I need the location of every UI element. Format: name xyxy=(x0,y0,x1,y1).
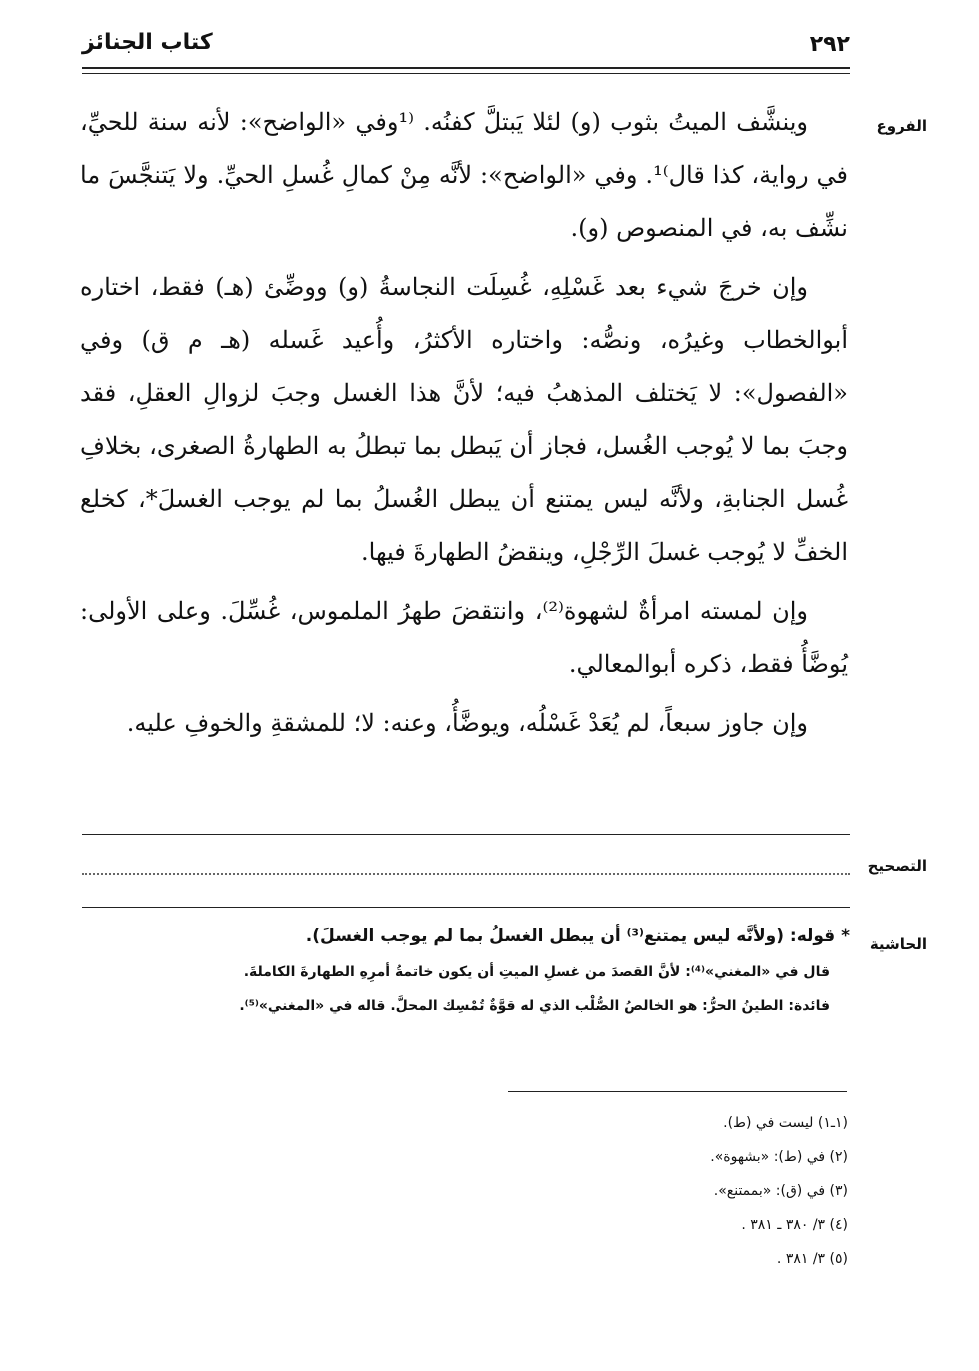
main-text xyxy=(80,96,848,756)
running-title: كتاب الجنائز xyxy=(82,30,213,55)
page-number: ٢٩٢ xyxy=(809,32,850,57)
footnote: (٤) ٣/ ٣٨٠ ـ ٣٨١ . xyxy=(741,1217,848,1233)
paragraph: وإن لمسته امرأةٌ لشهوة⁽²⁾، وانتقضَ طهرُ الملموس، غُسِّلَ. وعلى الأولى: يُوضَّأُ فقط، ذكره أبوالمعالي. xyxy=(80,597,848,678)
tashih-dotted-line xyxy=(82,873,850,875)
hashiya-section xyxy=(82,926,850,1032)
hashiya-quote: * قوله: (ولأنَّه ليس يمتنع⁽³⁾ أن يبطل الغسلُ بما لم يوجب الغسلَ). xyxy=(305,926,850,946)
paragraph: وإن خرجَ شيء بعد غَسْلِهِ، غُسِلَت النجاسةُ (و) ووضِّئ (هـ) فقط، اختاره أبوالخطاب وغيرُه، ونصُّه: واختاره الأكثرُ، وأُعيد غَسله (هـ م ق) وفي «الفصول»: لا يَختلف المذهبُ فيه؛ لأنَّ هذا الغسل وجبَ لزوالِ العقلِ، فقد وجبَ بما لا يُوجب الغُسل، فجاز أن يَبطل بما تبطلُ به الطهارةُ الصغرى، بخلافِ غُسل الجنابةِ، ولأنَّه ليس يمتنع أن يبطل الغُسلُ بما لم يوجب الغسلَ*، كخلع الخفِّ لا يُوجب غسلَ الرِّجْلِ، وينقضُ الطهارةَ فيها. xyxy=(80,273,848,566)
hashiya-line: قال في «المغني»⁽⁴⁾: لأنَّ القصدَ من غسلِ الميتِ أن يكون خاتمةُ أمرِهِ الطهارةَ الكاملةَ. xyxy=(243,964,830,980)
page-header xyxy=(82,30,850,66)
margin-label-furu: الفروع xyxy=(876,117,927,135)
header-rule xyxy=(82,67,850,74)
margin-label-hashiya: الحاشية xyxy=(869,935,927,953)
margin-label-tashih: التصحيح xyxy=(867,857,927,875)
footnote: (٣) في (ق): «بممتنع». xyxy=(713,1183,848,1199)
footnote: (٢) في (ط): «بشهوة». xyxy=(710,1149,848,1165)
hashiya-line: فائدة: الطينُ الحرُّ: هو الخالصُ الصُّلْب الذي له قوَّةٌ تُمْسِك المحلَّ. قاله في «المغني»⁽⁵⁾. xyxy=(239,998,830,1014)
section-divider xyxy=(82,834,850,835)
footnote: (١ـ١) ليست في (ط). xyxy=(723,1115,848,1131)
paragraph: وإن جاوز سبعاً، لم يُعَدْ غَسْلُه، ويوضَّأُ، وعنه: لا؛ للمشقةِ والخوفِ عليه. xyxy=(126,709,808,737)
footnote: (٥) ٣/ ٣٨١ . xyxy=(776,1251,848,1267)
section-divider xyxy=(82,907,850,908)
footnotes xyxy=(300,1110,848,1280)
footnote-rule xyxy=(508,1091,847,1092)
paragraph: وينشَّف الميتُ بثوب (و) لئلا يَبتلَّ كفنُه. ⁽¹وفي «الواضح»: لأنه سنة للحيِّ، في رواية، كذا قال⁾¹. وفي «الواضح»: لأنَّه مِنْ كمالِ غُسلِ الحيِّ. ولا يَتنجَّسَ ما نشِّف به، في المنصوص (و). xyxy=(80,108,849,242)
